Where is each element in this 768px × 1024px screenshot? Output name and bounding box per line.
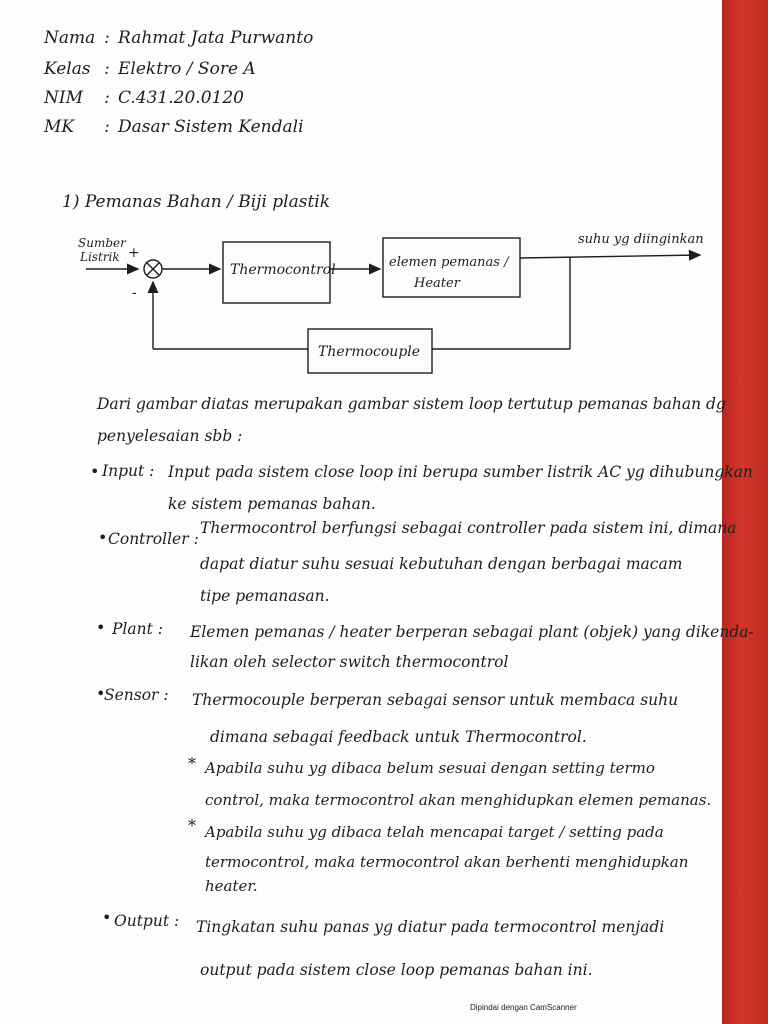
minus-sign: - bbox=[132, 285, 137, 301]
colon: : bbox=[104, 88, 110, 108]
bullet-sensor: • bbox=[96, 684, 106, 703]
sensor-sub2-line-1: Apabila suhu yg dibaca telah mencapai target / setting pada bbox=[205, 823, 664, 841]
header-kelas-row bbox=[44, 59, 256, 79]
bullet-input: • bbox=[90, 462, 100, 481]
sensor-sub1-line-2: control, maka termocontrol akan menghidupkan elemen pemanas. bbox=[205, 791, 712, 809]
output-label: suhu yg diinginkan bbox=[578, 232, 704, 247]
output-line-1: Tingkatan suhu panas yg diatur pada termocontrol menjadi bbox=[196, 918, 665, 936]
header-nama-row bbox=[44, 28, 313, 48]
bullet-controller: • bbox=[98, 528, 108, 547]
input-label-line1: Sumber bbox=[78, 236, 126, 250]
header-nim-row bbox=[44, 88, 244, 108]
sensor-block-label: Thermocouple bbox=[318, 344, 421, 360]
bullet-output: • bbox=[102, 908, 112, 927]
input-label-line2: Listrik bbox=[80, 250, 120, 264]
controller-line-3: tipe pemanasan. bbox=[200, 587, 330, 605]
controller-label: Controller : bbox=[108, 530, 199, 548]
star-bullet-2: * bbox=[188, 816, 196, 835]
scanner-footer: Dipindai dengan CamScanner bbox=[470, 1003, 577, 1012]
nama-label: Nama bbox=[44, 28, 96, 48]
colon: : bbox=[104, 117, 110, 137]
sensor-sub2-line-2: termocontrol, maka termocontrol akan berhenti menghidupkan bbox=[205, 853, 689, 871]
nama-value: Rahmat Jata Purwanto bbox=[118, 28, 314, 48]
page-edge-background bbox=[722, 0, 768, 1024]
colon: : bbox=[104, 28, 110, 48]
sensor-line-1: Thermocouple berperan sebagai sensor untuk membaca suhu bbox=[192, 691, 679, 709]
section-title: 1) Pemanas Bahan / Biji plastik bbox=[62, 192, 331, 212]
closed-loop-block-diagram bbox=[0, 225, 722, 395]
output-line-2: output pada sistem close loop pemanas bahan ini. bbox=[200, 961, 593, 979]
output-arrow bbox=[520, 255, 700, 258]
input-line-1: Input pada sistem close loop ini berupa sumber listrik AC yg dihubungkan bbox=[168, 463, 753, 481]
kelas-value: Elektro / Sore A bbox=[118, 59, 256, 79]
sensor-sub1-line-1: Apabila suhu yg dibaca belum sesuai dengan setting termo bbox=[205, 759, 655, 777]
plus-sign: + bbox=[128, 245, 140, 261]
input-line-2: ke sistem pemanas bahan. bbox=[168, 495, 376, 513]
mk-label: MK bbox=[44, 117, 75, 137]
controller-block-label: Thermocontrol bbox=[230, 262, 336, 278]
intro-line-2: penyelesaian sbb : bbox=[97, 427, 243, 445]
plant-block-label-line2: Heater bbox=[414, 276, 460, 291]
plant-block-label-line1: elemen pemanas / bbox=[389, 255, 509, 270]
colon: : bbox=[104, 59, 110, 79]
plant-line-2: likan oleh selector switch thermocontrol bbox=[190, 653, 509, 671]
nim-value: C.431.20.0120 bbox=[118, 88, 244, 108]
kelas-label: Kelas bbox=[44, 59, 91, 79]
plant-line-1: Elemen pemanas / heater berperan sebagai plant (objek) yang dikenda- bbox=[190, 623, 754, 641]
output-label: Output : bbox=[114, 912, 180, 930]
sensor-line-2: dimana sebagai feedback untuk Thermocontrol. bbox=[210, 728, 587, 746]
intro-line-1: Dari gambar diatas merupakan gambar sistem loop tertutup pemanas bahan dg bbox=[97, 395, 726, 413]
mk-value: Dasar Sistem Kendali bbox=[118, 117, 304, 137]
controller-line-1: Thermocontrol berfungsi sebagai controller pada sistem ini, dimana bbox=[200, 519, 737, 537]
controller-line-2: dapat diatur suhu sesuai kebutuhan dengan berbagai macam bbox=[200, 555, 683, 573]
nim-label: NIM bbox=[44, 88, 83, 108]
input-label: Input : bbox=[102, 462, 155, 480]
header-mk-row bbox=[44, 117, 304, 137]
plant-label: Plant : bbox=[112, 620, 163, 638]
sensor-label: Sensor : bbox=[104, 686, 169, 704]
sensor-sub2-line-3: heater. bbox=[205, 877, 258, 895]
bullet-plant: • bbox=[96, 618, 106, 637]
star-bullet-1: * bbox=[188, 754, 196, 773]
